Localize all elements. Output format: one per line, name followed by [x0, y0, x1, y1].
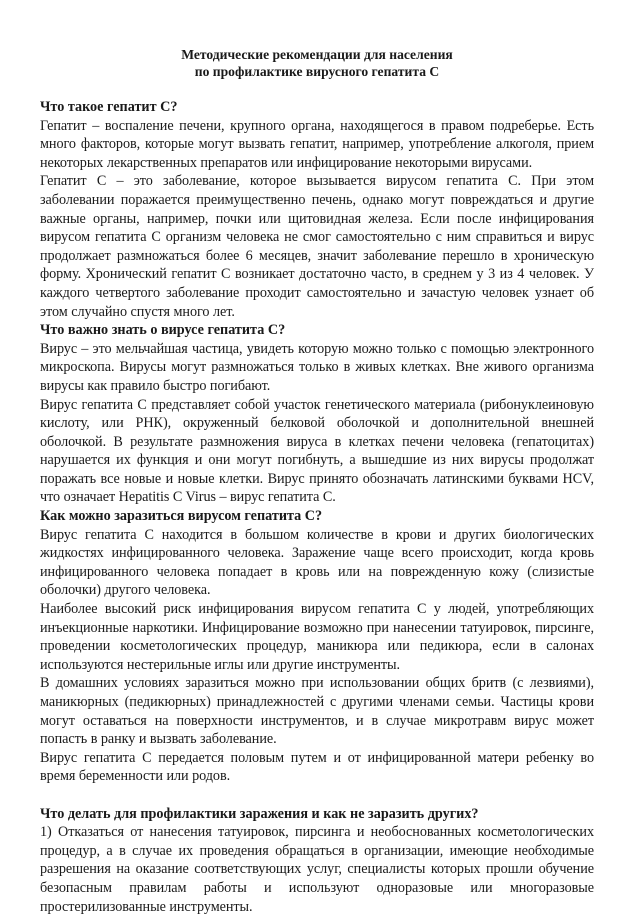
document-page: [40, 46, 594, 916]
section-heading: Как можно заразиться вирусом гепатита С?: [40, 508, 323, 525]
paragraph: Гепатит С – это заболевание, которое вызывается вирусом гепатита С. При этом заболевании поражается преимущественно печень, однако могут повреждаться и другие важные органы, например, почки или щитовидная железа. Если после инфицирования вирусом гепатита С организм человека не смог самостоятельно с ним справиться и вирус продолжает размножаться более 6 месяцев, значит заболевание перешло в хроническую форму. Хронический гепатит С возникает достаточно часто, в среднем у 3 из 4 человек. У каждого четвертого заболевание проходит самостоятельно и зачастую человек узнает об этом случайно спустя много лет.: [40, 173, 594, 320]
paragraph: В домашних условиях заразиться можно при использовании общих бритв (с лезвиями), маникюрных (педикюрных) принадлежностей с другими членами семьи. Частицы крови могут оставаться на поверхности инструментов, и в случае микротравм вирус может попасть в ранку и вызвать заболевание.: [40, 675, 594, 748]
paragraph: Гепатит – воспаление печени, крупного органа, находящегося в правом подреберье. Есть много факторов, которые могут вызвать гепатит, например, употребление алкоголя, прием некоторых лекарственных препаратов или инфицирование некоторыми вирусами.: [40, 117, 594, 171]
document-title: [40, 46, 594, 80]
section-transmission: [40, 507, 594, 786]
paragraph: Вирус гепатита С представляет собой участок генетического материала (рибонуклеиновую кислоту, или РНК), окруженный белковой оболочкой и дополнительной внешней оболочкой. В результате размножения вируса в клетках печени человека (гепатоцитах) нарушается их функция и они могут погибнуть, а вышедшие из них вирусы продолжат поражать все новые и новые клетки. Вирус принято обозначать латинскими буквами HCV, что означает Hepatitis C Virus – вирус гепатита С.: [40, 396, 594, 506]
section-prevention: [40, 805, 594, 916]
section-what-is-hepatitis-c: [40, 98, 594, 321]
title-line-1: Методические рекомендации для населения: [181, 47, 453, 62]
section-heading: Что важно знать о вирусе гепатита С?: [40, 322, 286, 339]
list-item: 1) Отказаться от нанесения татуировок, пирсинга и необоснованных косметологических процедур, а в случае их проведения обращаться в организации, имеющие необходимые разрешения на оказание соответствующих услуг, специалисты которых прошли обучение безопасным правилам работы и используют одноразовые или многоразовые простерилизованные инструменты.: [40, 824, 594, 915]
spacer: [40, 786, 594, 805]
paragraph: Вирус – это мельчайшая частица, увидеть которую можно только с помощью электронного микроскопа. Вирусы могут размножаться только в живых клетках. Вне живого организма вирусы как правило быстро погибают.: [40, 340, 594, 394]
paragraph: Вирус гепатита С находится в большом количестве в крови и других биологических жидкостях инфицированного человека. Заражение чаще всего происходит, когда кровь инфицированного человека попадает в кровь или на поврежденную кожу (слизистые оболочки) другого человека.: [40, 526, 594, 599]
paragraph: Наиболее высокий риск инфицирования вирусом гепатита С у людей, употребляющих инъекционные наркотики. Инфицирование возможно при нанесении татуировок, пирсинге, проведении косметологических процедур, маникюра или педикюра, если в салонах используются нестерильные иглы или другие инструменты.: [40, 601, 594, 673]
section-virus-facts: [40, 321, 594, 507]
title-line-2: по профилактике вирусного гепатита С: [194, 64, 440, 79]
section-heading: Что такое гепатит С?: [40, 99, 178, 115]
section-heading: Что делать для профилактики заражения и как не заразить других?: [40, 805, 479, 822]
paragraph: Вирус гепатита С передается половым путем и от инфицированной матери ребенку во время беременности или родов.: [40, 749, 594, 785]
